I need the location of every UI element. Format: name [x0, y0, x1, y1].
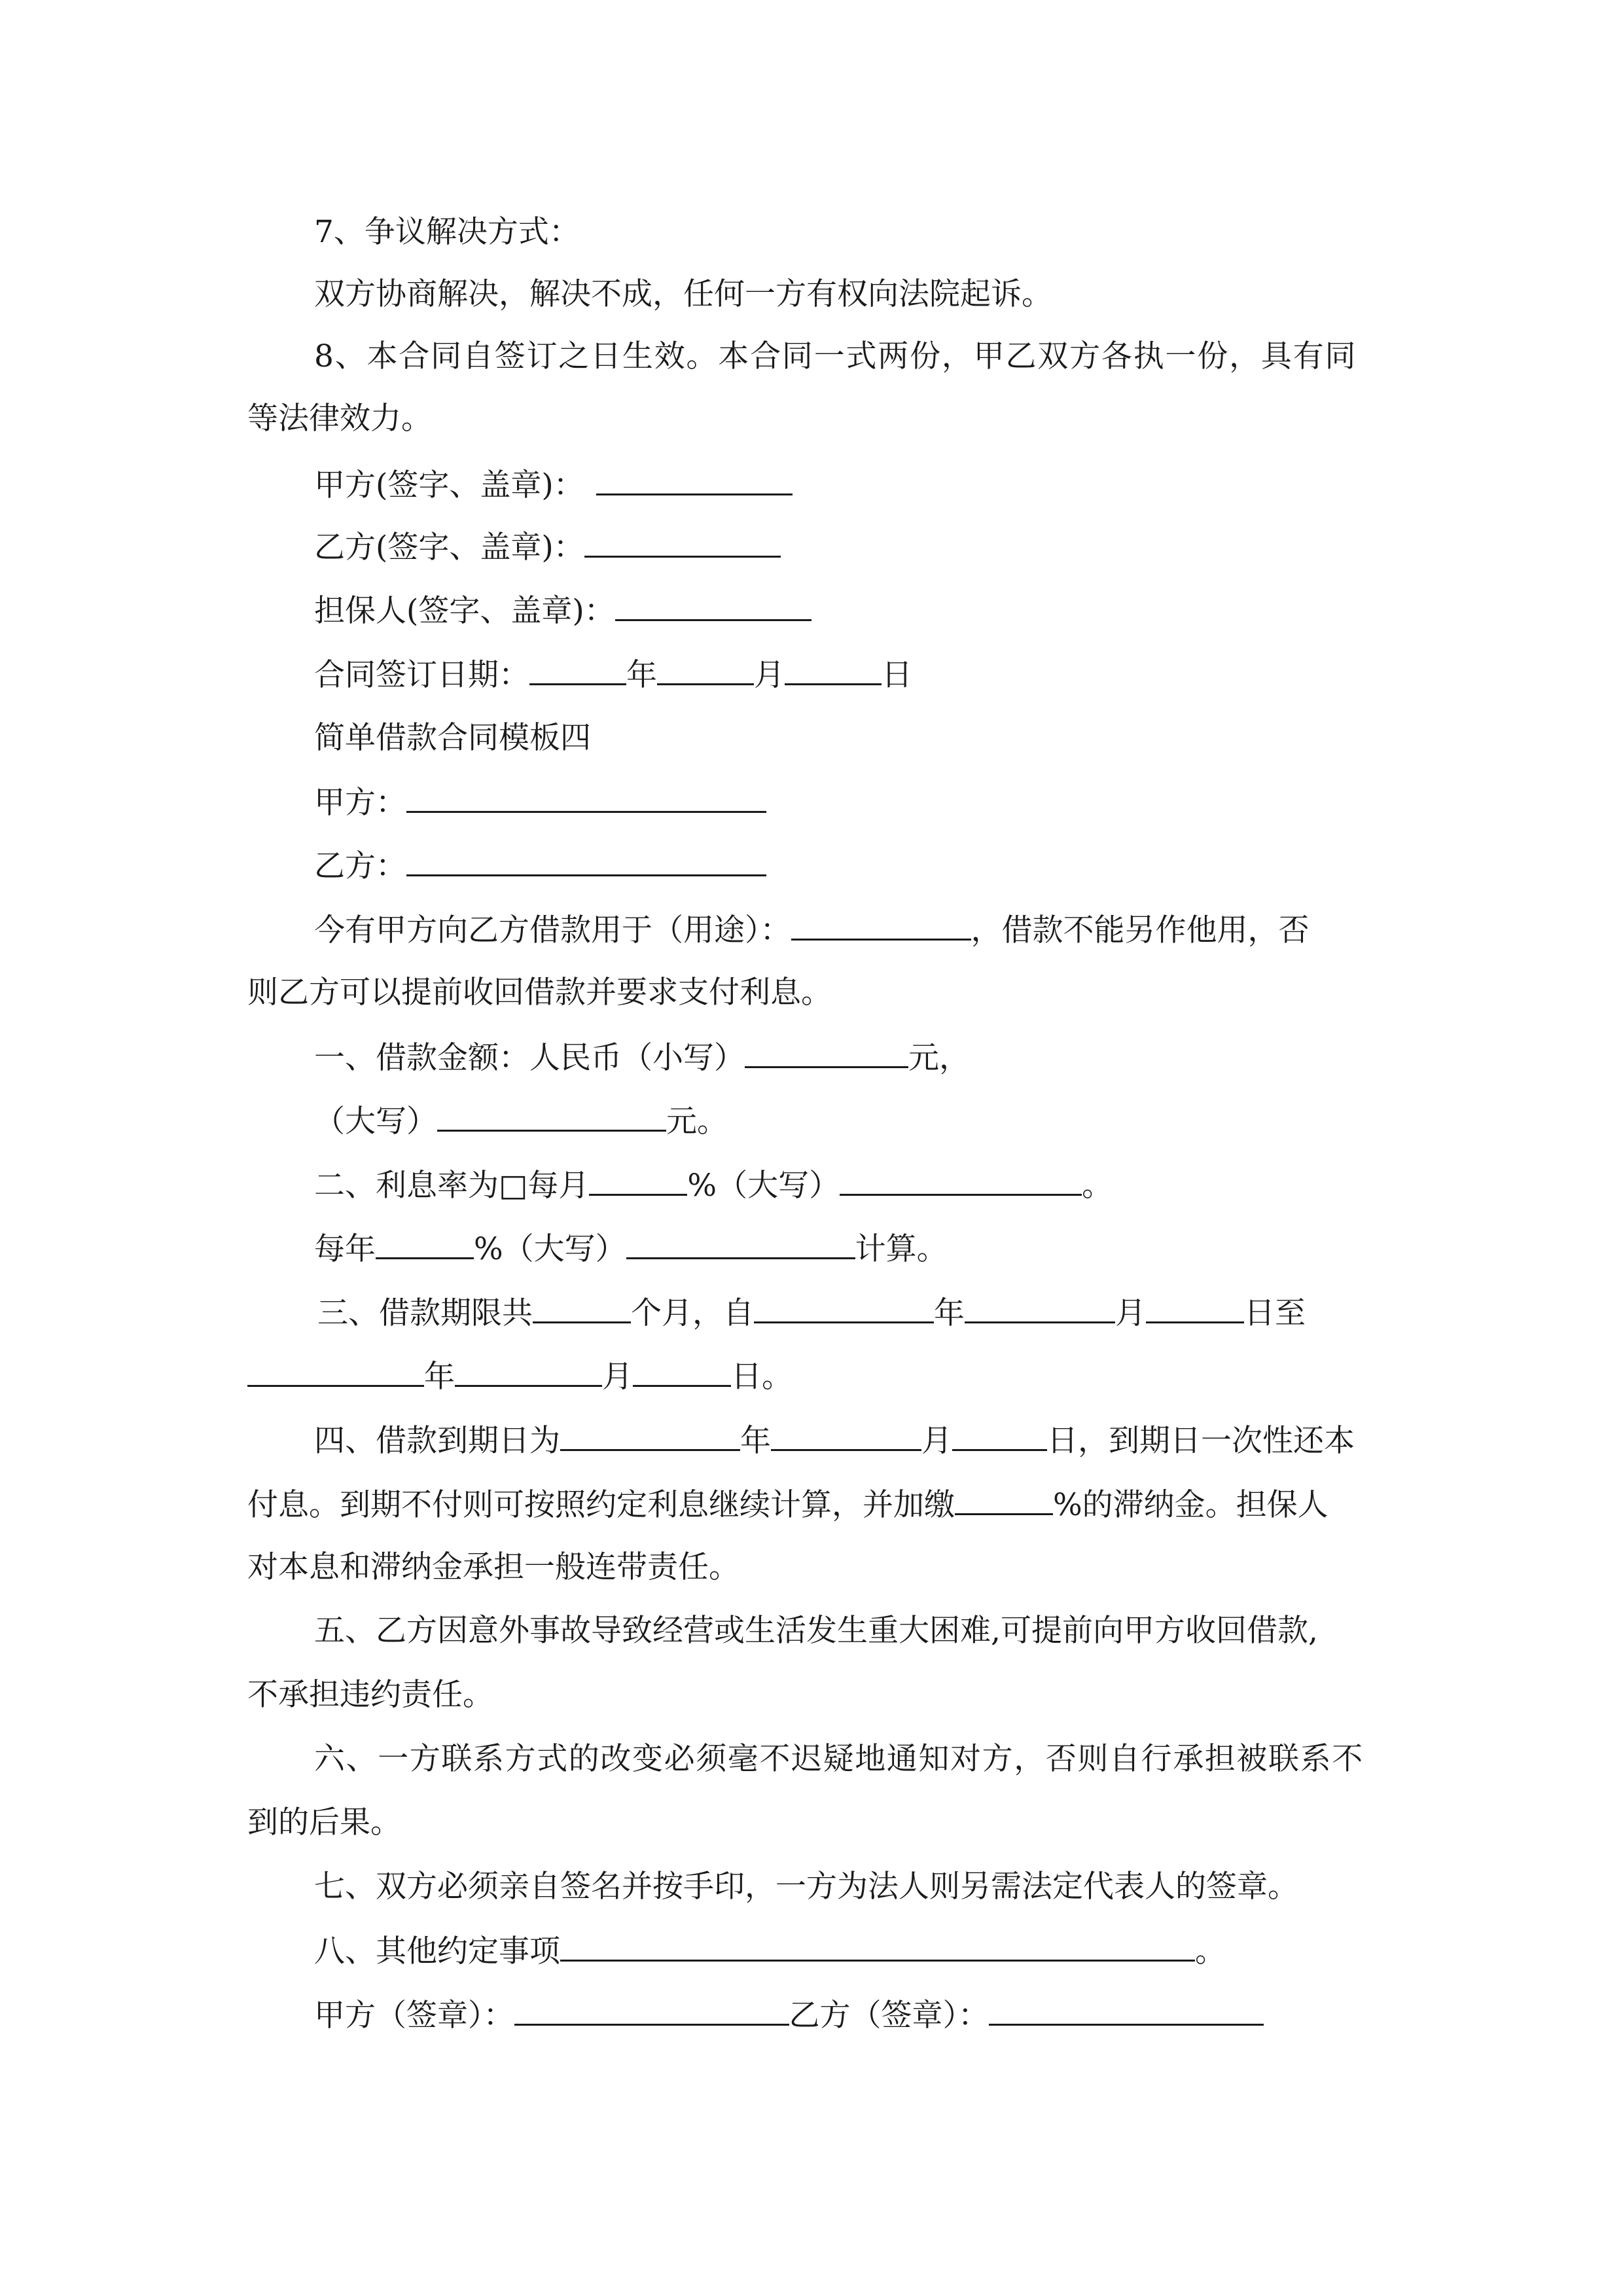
amount-blank: [745, 1037, 908, 1068]
clause-5-line1: 五、乙方因意外事故导致经营或生活发生重大困难,可提前向甲方收回借款,: [314, 1613, 1318, 1649]
date-blank: [529, 655, 626, 685]
due-date-line1: 四、借款到期日为 年 月 日，到期日一次性还本: [314, 1420, 1355, 1460]
late-fee-blank: [955, 1484, 1053, 1515]
sign-date: 合同签订日期： 年 月 日: [314, 655, 912, 694]
term-blank: [533, 1293, 631, 1323]
loan-amount-daxie: （大写） 元。: [314, 1101, 728, 1140]
date-blank: [657, 655, 754, 685]
clause-8: 八、其他约定事项 。: [314, 1931, 1226, 1970]
dispute-title: 7、争议解决方式：: [314, 214, 580, 250]
interest-rate: 二、利息率为□每月 %（大写） 。: [314, 1165, 1113, 1204]
template-title: 简单借款合同模板四: [314, 720, 591, 756]
purpose-blank: [791, 910, 971, 941]
due-blank: [560, 1420, 740, 1451]
rate-blank: [376, 1229, 474, 1259]
term-blank: [1146, 1293, 1244, 1323]
signature-party-b: 乙方(签字、盖章)：: [314, 527, 781, 566]
signature-party-a: 甲方(签字、盖章)：: [314, 465, 793, 504]
date-blank: [785, 655, 882, 685]
term-blank: [754, 1293, 934, 1323]
party-blank: [406, 782, 766, 813]
signature-guarantor: 担保人(签字、盖章)：: [314, 590, 812, 630]
rate-blank: [840, 1165, 1082, 1196]
rate-blank: [626, 1229, 855, 1259]
party-a-line: 甲方：: [314, 782, 766, 821]
due-blank: [952, 1420, 1047, 1451]
amount-blank: [437, 1101, 666, 1132]
final-sign-blank: [514, 1995, 789, 2026]
term-blank: [633, 1356, 731, 1387]
interest-yearly: 每年 %（大写） 计算。: [314, 1229, 948, 1268]
term-blank: [965, 1293, 1115, 1323]
clause-5-line2: 不承担违约责任。: [247, 1677, 493, 1713]
due-blank: [771, 1420, 921, 1451]
party-blank: [406, 846, 766, 876]
due-date-line2: 付息。到期不付则可按照约定利息继续计算，并加缴 %的滞纳金。担保人: [247, 1484, 1329, 1524]
party-b-line: 乙方：: [314, 846, 766, 885]
clause-6-line2: 到的后果。: [247, 1804, 401, 1840]
effect-clause-line1: 8、本合同自签订之日生效。本合同一式两份，甲乙双方各执一份，具有同: [314, 338, 1357, 374]
due-date-line3: 对本息和滞纳金承担一般连带责任。: [247, 1549, 740, 1585]
term-blank: [247, 1356, 424, 1387]
final-signatures: 甲方（签章）： 乙方（签章）：: [314, 1995, 1264, 2034]
purpose-line1: 今有甲方向乙方借款用于（用途）： ，借款不能另作他用，否: [314, 910, 1310, 949]
signature-blank: [596, 465, 793, 495]
purpose-line2: 则乙方可以提前收回借款并要求支付利息。: [247, 975, 832, 1011]
clause-7: 七、双方必须亲自签名并按手印，一方为法人则另需法定代表人的签章。: [314, 1869, 1298, 1905]
loan-term-line2: 年 月 日。: [247, 1356, 793, 1395]
signature-blank: [584, 527, 781, 558]
signature-blank: [615, 590, 812, 621]
loan-amount: 一、借款金额：人民币（小写） 元，: [314, 1037, 970, 1077]
dispute-text: 双方协商解决，解决不成，任何一方有权向法院起诉。: [314, 276, 1052, 312]
clause-6-line1: 六、一方联系方式的改变必须毫不迟疑地通知对方，否则自行承担被联系不: [314, 1741, 1364, 1777]
loan-term: 三、借款期限共 个月，自 年 月 日至: [317, 1293, 1306, 1332]
other-terms-blank: [560, 1931, 1195, 1962]
rate-blank: [589, 1165, 687, 1196]
final-sign-blank: [989, 1995, 1264, 2026]
effect-clause-line2: 等法律效力。: [247, 401, 432, 437]
term-blank: [455, 1356, 602, 1387]
